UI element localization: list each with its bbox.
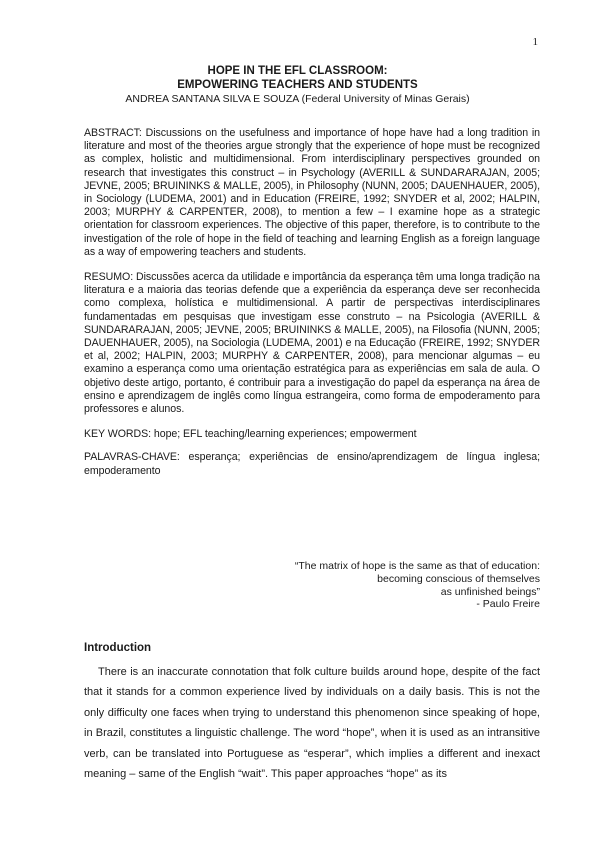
title-block [0,64,595,106]
resumo-paragraph: RESUMO: Discussões acerca da utilidade e importância da esperança têm uma longa tradição na literatura e a maioria das teorias defende que a experiência da esperança deve ser reconhecida como complexa, holística e multidimensional. A partir de perspectivas interdisciplinares fundamentadas em pesquisas que investigam esse construto – na Psicologia (AVERILL & SUNDARARAJAN, 2005; JEVNE, 2005; BRUININKS & MALLE, 2005), na Filosofia (NUNN, 2005; DAUENHAUER, 2005), na Sociologia (LUDEMA, 2001) e na Educação (FREIRE, 1992; SNYDER et al, 2002; HALPIN, 2003; MURPHY & CARPENTER, 2008), para mencionar algumas – eu examino a esperança como uma orientação estratégica para as experiências em sala de aula. O objetivo deste artigo, portanto, é contribuir para a investigação do papel da esperança na área de ensino e aprendizagem de inglês como língua estrangeira, como forma de empoderamento para professores e alunos. [84,271,540,416]
introduction-paragraph: There is an inaccurate connotation that folk culture builds around hope, despite of the fact that it stands for a common experience lived by individuals on a daily basis. This is not the only difficulty one faces when trying to understand this phenomenon since speaking of hope, in Brazil, constitutes a linguistic challenge. The word “hope”, when it is used as an intransitive verb, can be translated into Portuguese as “esperar”, which implies a different and inexact meaning – same of the English “wait”. This paper approaches “hope” as its [84,666,540,781]
introduction-body [84,662,540,784]
paper-title-line-1: HOPE IN THE EFL CLASSROOM: [207,65,388,77]
introduction-heading: Introduction [84,642,152,654]
epigraph-line-1: “The matrix of hope is the same as that of education: [294,560,540,572]
front-matter [84,127,540,490]
epigraph-line-2: becoming conscious of themselves [377,572,540,585]
keywords-line: KEY WORDS: hope; EFL teaching/learning experiences; empowerment [84,428,417,441]
palavras-chave-line: PALAVRAS-CHAVE: esperança; experiências de ensino/aprendizagem de língua inglesa; empoderamento [84,451,540,477]
paper-title-line-2: EMPOWERING TEACHERS AND STUDENTS [177,79,418,91]
page-number: 1 [532,36,538,48]
abstract-paragraph: ABSTRACT: Discussions on the usefulness and importance of hope have had a long tradition in literature and most of the theories argue strongly that the experience of hope must be recognized as complex, holistic and multidimensional. From interdisciplinary perspectives grounded on research that investigates this construct – in Psychology (AVERILL & SUNDARARAJAN, 2005; JEVNE, 2005; BRUININKS & MALLE, 2005), in Philosophy (NUNN, 2005; DAUENHAUER, 2005), in Sociology (LUDEMA, 2001) and in Education (FREIRE, 1992; SNYDER et al, 2002; HALPIN, 2003; MURPHY & CARPENTER, 2008), to mention a few – I examine hope as a strategic orientation for classroom experiences. The objective of this paper, therefore, is to contribute to the investigation of the role of hope in the field of teaching and learning English as a foreign language as a way of empowering teachers and students. [84,127,540,258]
epigraph [240,560,540,611]
epigraph-line-3: as unfinished beings” [440,585,540,598]
epigraph-attribution: - Paulo Freire [476,598,540,611]
author-affiliation: ANDREA SANTANA SILVA E SOUZA (Federal University of Minas Gerais) [125,93,470,105]
